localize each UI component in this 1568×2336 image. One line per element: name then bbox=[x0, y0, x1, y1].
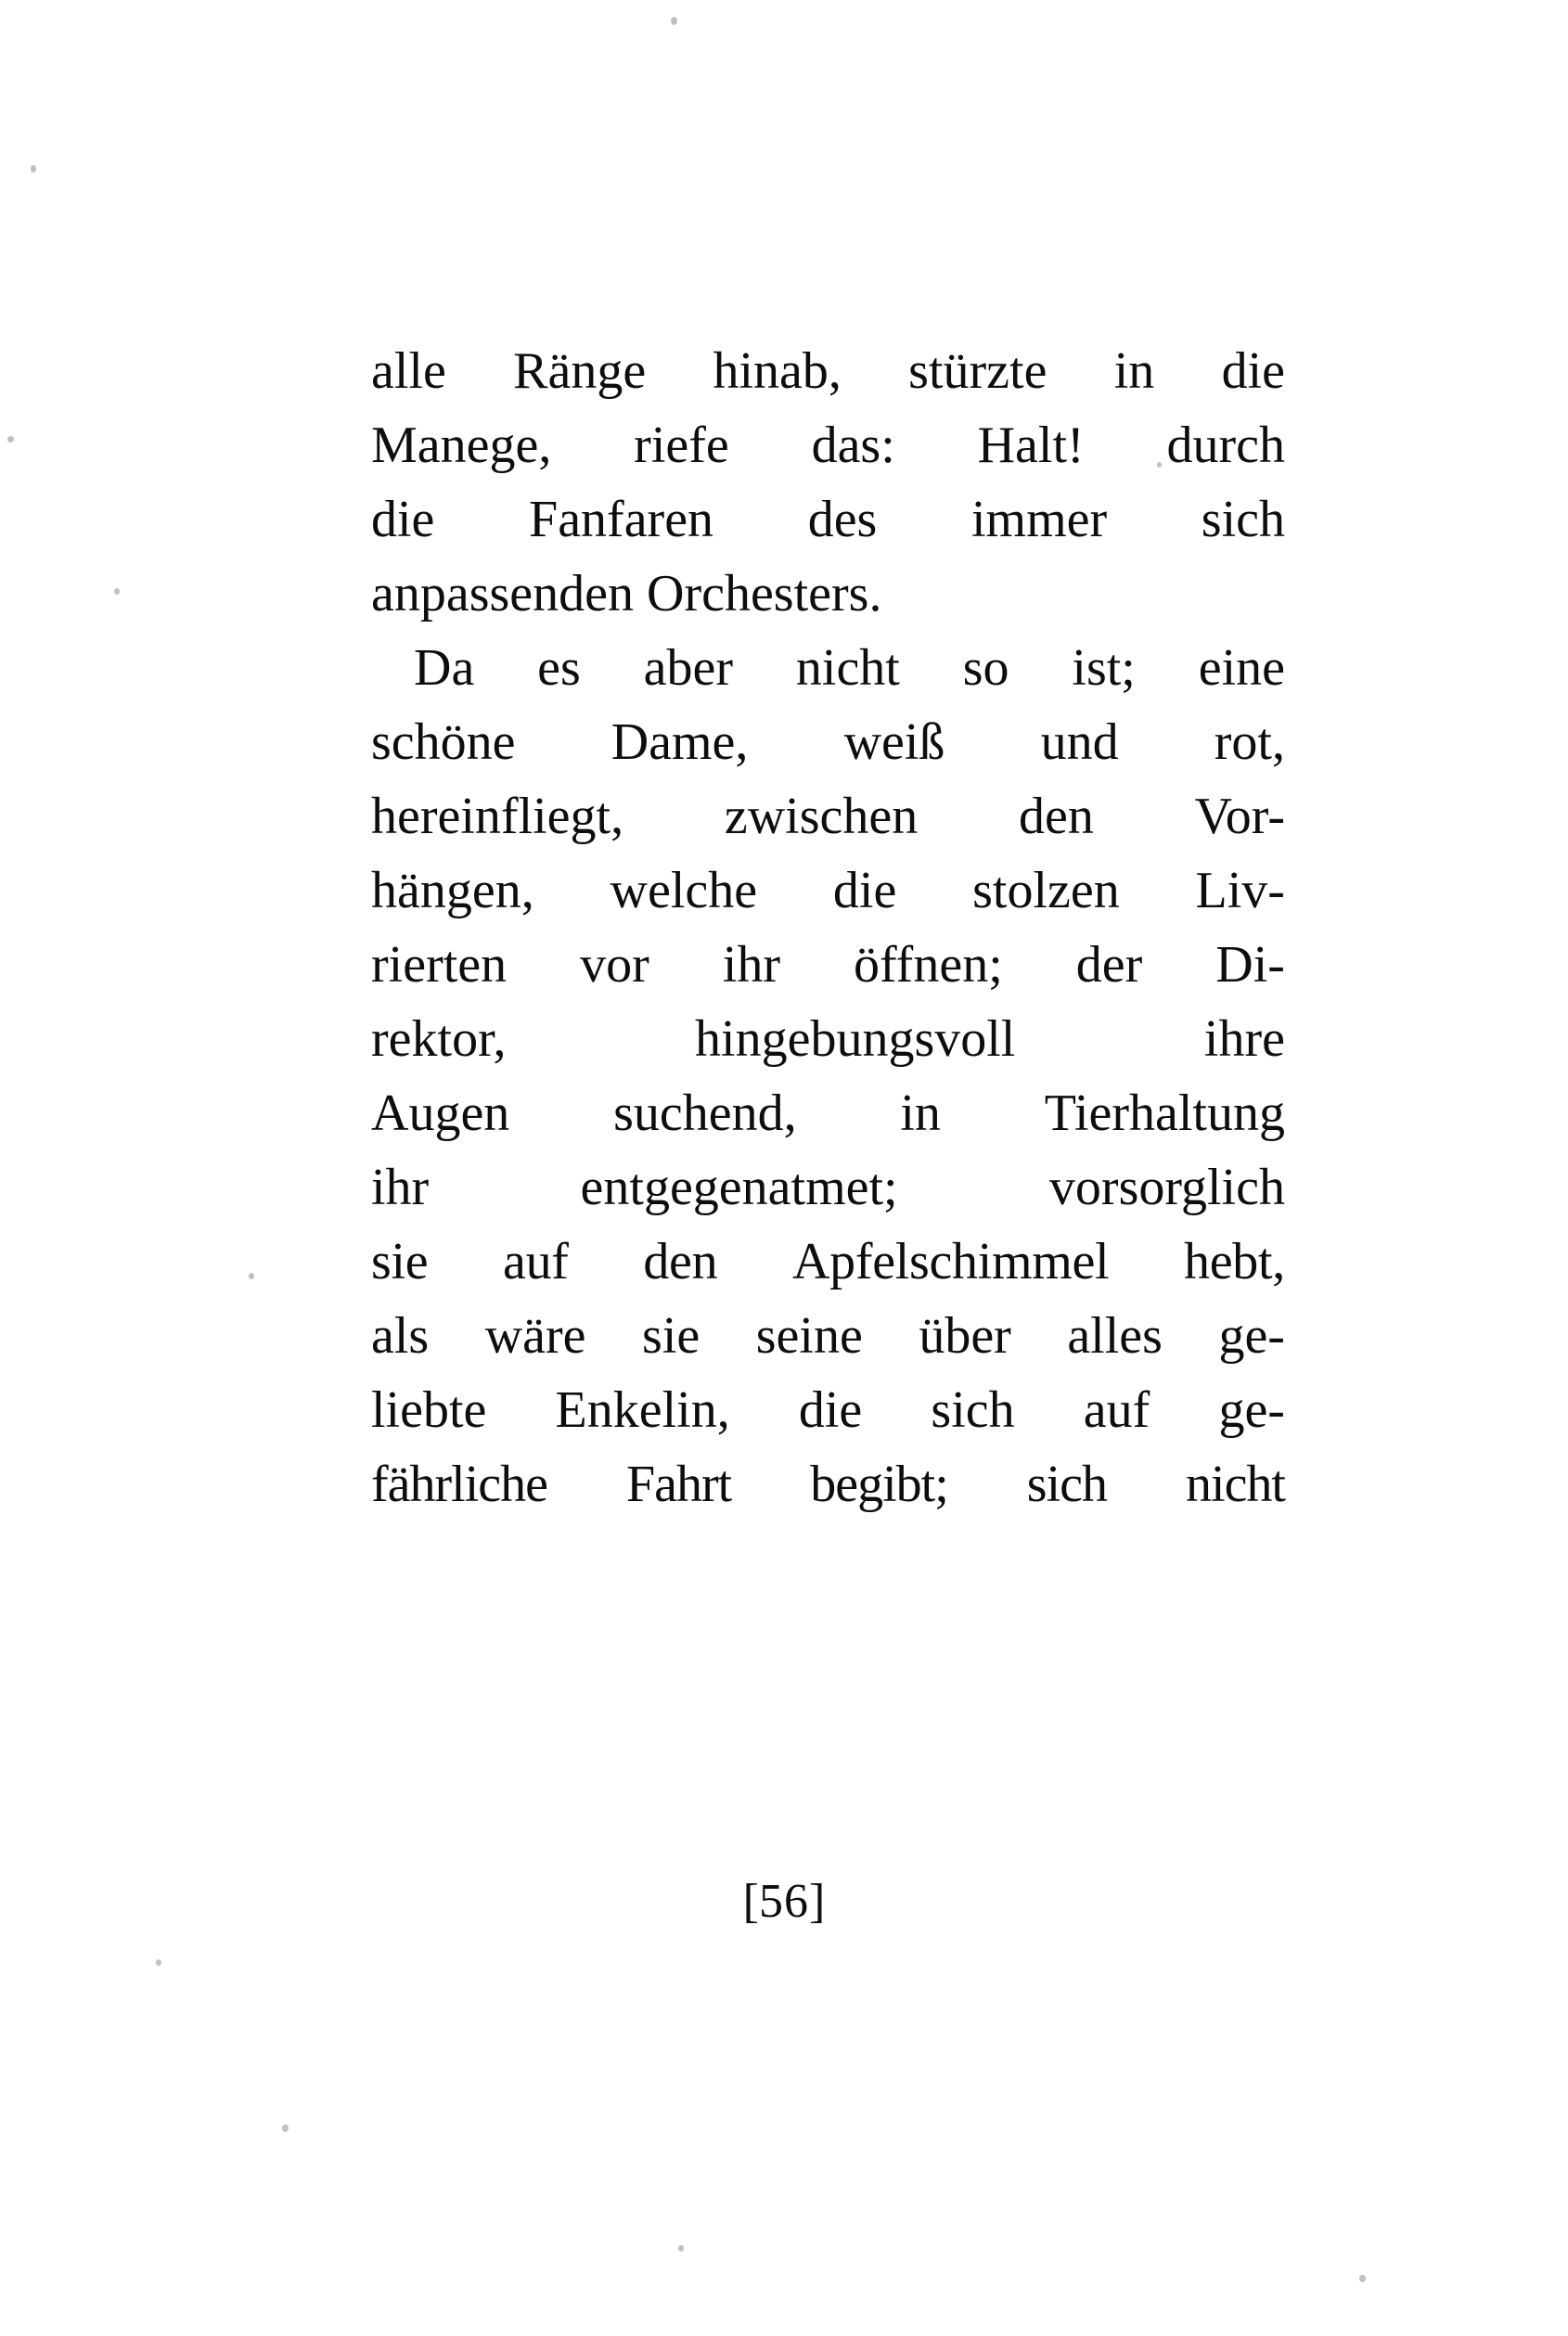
word: begibt; bbox=[810, 1456, 948, 1513]
word: ihr bbox=[371, 1159, 430, 1216]
word: Vor- bbox=[1194, 788, 1285, 845]
text-line bbox=[371, 1299, 1285, 1373]
word: die bbox=[798, 1381, 863, 1439]
word: ge- bbox=[1218, 1307, 1285, 1365]
text-line bbox=[371, 1150, 1285, 1225]
word: ihre bbox=[1203, 1010, 1285, 1068]
word: rot, bbox=[1214, 713, 1285, 771]
paragraph-1 bbox=[371, 334, 1285, 631]
word: den bbox=[1018, 788, 1094, 845]
word: anpassenden Orchesters. bbox=[371, 565, 882, 623]
word: sich bbox=[1026, 1456, 1107, 1513]
word: alle bbox=[371, 342, 446, 400]
word: Fanfaren bbox=[529, 491, 714, 548]
word: der bbox=[1075, 936, 1143, 994]
folio-number: 56 bbox=[759, 1875, 809, 1928]
word: vorsorglich bbox=[1048, 1159, 1285, 1216]
scan-speckle bbox=[114, 588, 120, 595]
word: hereinfliegt, bbox=[371, 788, 624, 845]
scan-speckle bbox=[1359, 2275, 1366, 2282]
word: seine bbox=[755, 1307, 863, 1365]
scan-speckle bbox=[156, 1959, 161, 1966]
word: als bbox=[371, 1307, 430, 1365]
word: auf bbox=[1083, 1381, 1150, 1439]
text-line bbox=[371, 1002, 1285, 1076]
word: auf bbox=[503, 1233, 569, 1290]
word: fährliche bbox=[371, 1456, 547, 1513]
word: weiß bbox=[843, 713, 945, 771]
word: nicht bbox=[1186, 1456, 1285, 1513]
scan-speckle bbox=[7, 436, 14, 443]
word: die bbox=[371, 491, 435, 548]
word: Enkelin, bbox=[555, 1381, 730, 1439]
word: in bbox=[1113, 342, 1155, 400]
scan-speckle bbox=[678, 2245, 684, 2252]
word: sie bbox=[371, 1233, 429, 1290]
text-line bbox=[371, 1447, 1285, 1521]
word: aber bbox=[643, 639, 734, 697]
word: Augen bbox=[371, 1085, 510, 1142]
word: Di- bbox=[1215, 936, 1285, 994]
text-line bbox=[371, 408, 1285, 482]
word: Dame, bbox=[610, 713, 749, 771]
word: zwischen bbox=[724, 788, 919, 845]
word: Apfelschimmel bbox=[792, 1233, 1110, 1290]
word: ihr bbox=[722, 936, 781, 994]
folio-open-bracket: [ bbox=[742, 1875, 759, 1928]
text-line bbox=[371, 1225, 1285, 1299]
word: entgegenatmet; bbox=[580, 1159, 898, 1216]
text-line bbox=[371, 557, 1285, 631]
text-line bbox=[371, 482, 1285, 557]
text-line bbox=[371, 631, 1285, 705]
word: und bbox=[1040, 713, 1119, 771]
word: Manege, bbox=[371, 417, 552, 474]
word: es bbox=[537, 639, 581, 697]
word: durch bbox=[1166, 417, 1285, 474]
word: sie bbox=[642, 1307, 700, 1365]
word: in bbox=[900, 1085, 941, 1142]
word: öffnen; bbox=[854, 936, 1003, 994]
word: welche bbox=[610, 862, 758, 919]
page-folio bbox=[0, 1874, 1568, 1930]
word: liebte bbox=[371, 1381, 487, 1439]
word: hinab, bbox=[713, 342, 842, 400]
scan-speckle bbox=[671, 17, 677, 25]
word: ge- bbox=[1218, 1381, 1285, 1439]
word: Liv- bbox=[1195, 862, 1285, 919]
word: über bbox=[919, 1307, 1011, 1365]
text-line bbox=[371, 1076, 1285, 1150]
folio-close-bracket: ] bbox=[809, 1875, 826, 1928]
text-line bbox=[371, 854, 1285, 928]
word: hingebungsvoll bbox=[695, 1010, 1016, 1068]
text-line bbox=[371, 705, 1285, 779]
text-line bbox=[371, 928, 1285, 1002]
word: rektor, bbox=[371, 1010, 507, 1068]
word: nicht bbox=[795, 639, 900, 697]
text-line bbox=[371, 1373, 1285, 1447]
word: vor bbox=[580, 936, 649, 994]
word: alles bbox=[1067, 1307, 1163, 1365]
word: Halt! bbox=[977, 417, 1085, 474]
word: so bbox=[962, 639, 1009, 697]
word: Ränge bbox=[513, 342, 647, 400]
text-line bbox=[371, 334, 1285, 408]
text-line bbox=[371, 779, 1285, 854]
scan-speckle bbox=[282, 2124, 289, 2132]
word: sich bbox=[1201, 491, 1285, 548]
paragraph-2 bbox=[371, 631, 1285, 1521]
word: schöne bbox=[371, 713, 516, 771]
page-text-body bbox=[371, 334, 1285, 1521]
word: suchend, bbox=[613, 1085, 797, 1142]
word: rierten bbox=[371, 936, 508, 994]
word: Tierhaltung bbox=[1044, 1085, 1285, 1142]
word: immer bbox=[970, 491, 1108, 548]
word: hebt, bbox=[1184, 1233, 1285, 1290]
word: ist; bbox=[1072, 639, 1136, 697]
word: des bbox=[807, 491, 878, 548]
word: die bbox=[1221, 342, 1285, 400]
word: Fahrt bbox=[626, 1456, 732, 1513]
word: den bbox=[643, 1233, 718, 1290]
scan-speckle bbox=[31, 165, 36, 173]
word: die bbox=[832, 862, 897, 919]
word: das: bbox=[811, 417, 895, 474]
word: riefe bbox=[634, 417, 729, 474]
word: sich bbox=[931, 1381, 1015, 1439]
scan-speckle bbox=[249, 1273, 254, 1279]
word: stolzen bbox=[972, 862, 1120, 919]
word: eine bbox=[1198, 639, 1285, 697]
word: Da bbox=[414, 639, 475, 697]
word: wäre bbox=[484, 1307, 586, 1365]
word: stürzte bbox=[908, 342, 1047, 400]
word: hängen, bbox=[371, 862, 534, 919]
